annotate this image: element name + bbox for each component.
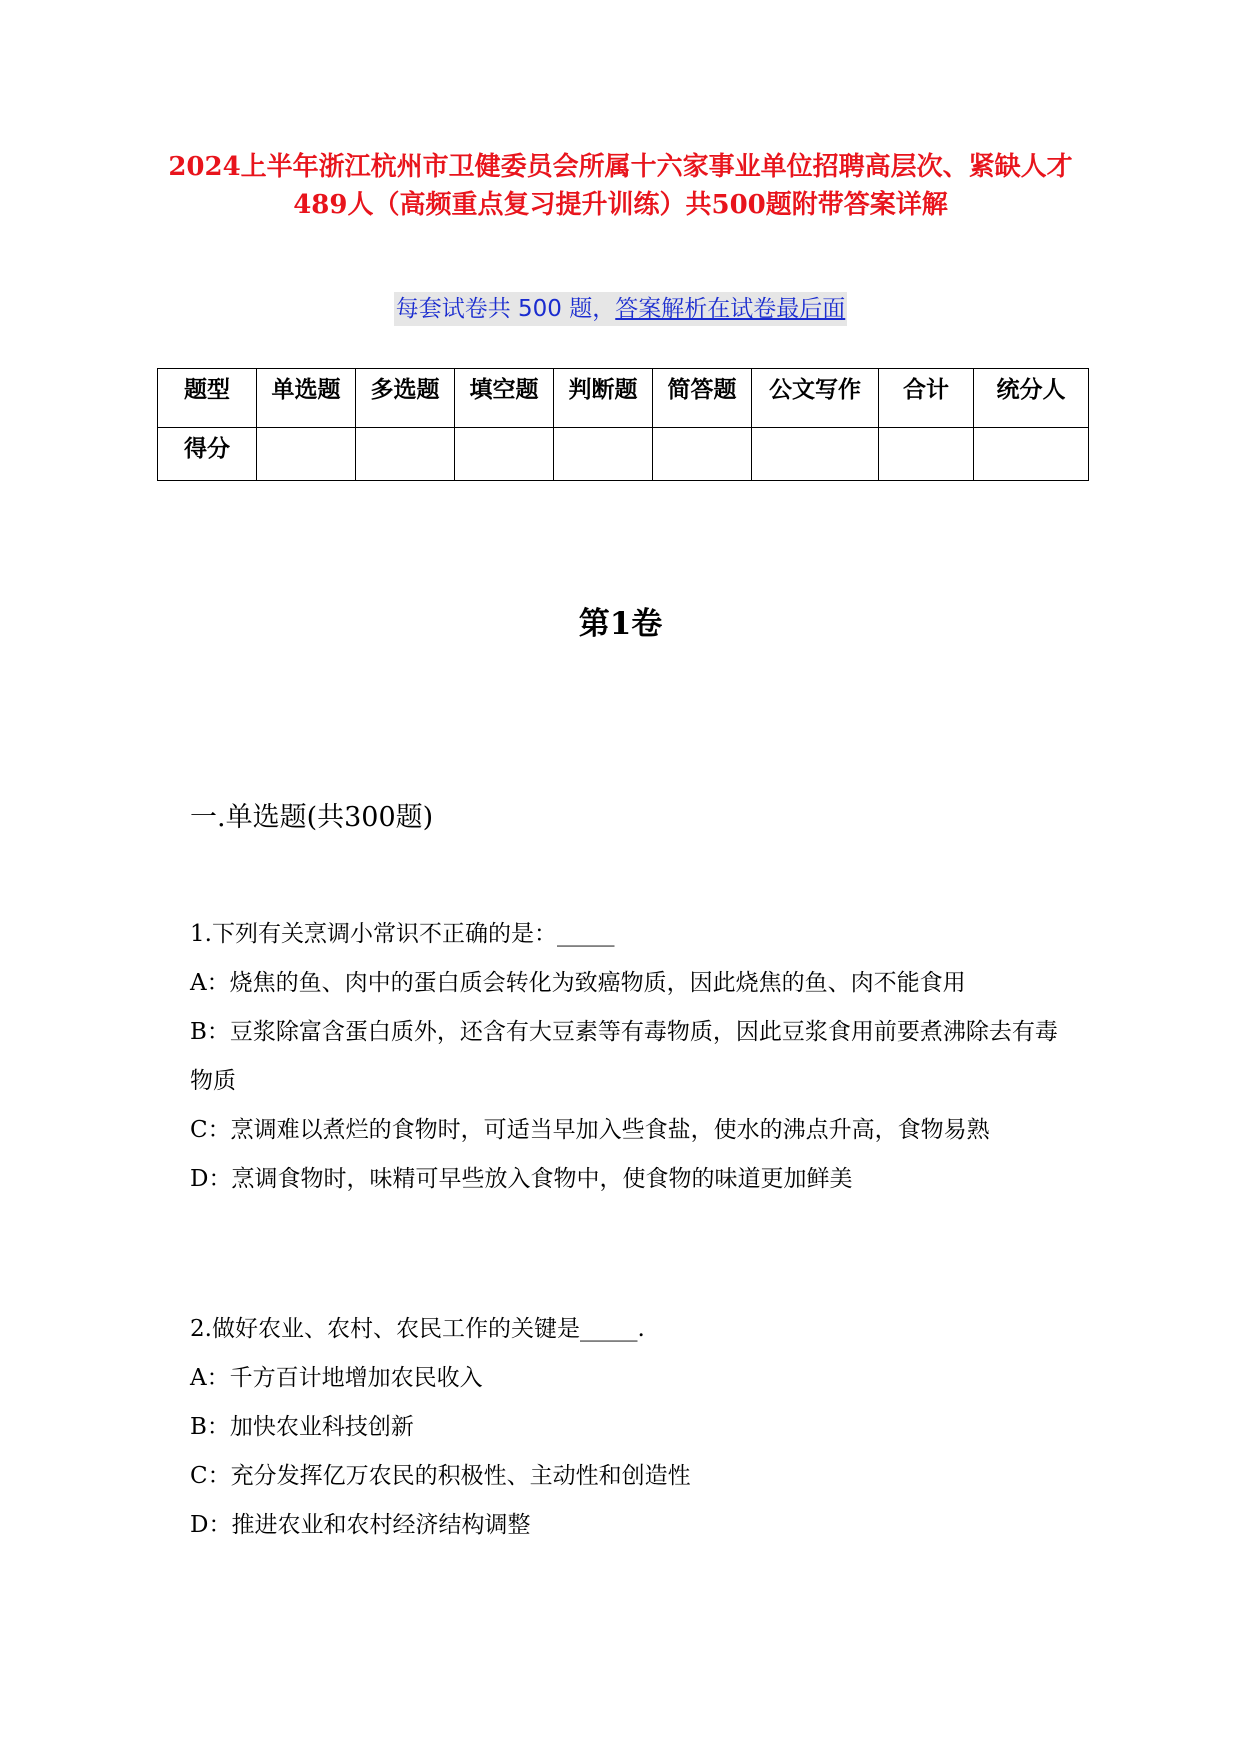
score-table xyxy=(157,368,1089,481)
row-label-cell: 得分 xyxy=(158,428,257,481)
header-cell: 多选题 xyxy=(356,369,455,428)
subtitle-part1: 每套试卷共 500 题， xyxy=(395,296,616,322)
score-cell xyxy=(554,428,653,481)
volume-title: 第1卷 xyxy=(578,606,663,642)
header-cell: 填空题 xyxy=(455,369,554,428)
subtitle-note xyxy=(394,292,848,326)
question-2 xyxy=(190,1305,1070,1550)
header-cell: 单选题 xyxy=(257,369,356,428)
option-a: A：千方百计地增加农民收入 xyxy=(190,1365,483,1391)
score-cell xyxy=(752,428,879,481)
score-cell xyxy=(257,428,356,481)
option-c: C：烹调难以煮烂的食物时，可适当早加入些食盐，使水的沸点升高，食物易熟 xyxy=(190,1117,990,1143)
score-table-score-row xyxy=(158,428,1089,481)
header-cell: 合计 xyxy=(879,369,974,428)
option-a: A：烧焦的鱼、肉中的蛋白质会转化为致癌物质，因此烧焦的鱼、肉不能食用 xyxy=(190,970,966,996)
option-b: B：豆浆除富含蛋白质外，还含有大豆素等有毒物质，因此豆浆食用前要煮沸除去有毒物质 xyxy=(190,1019,1058,1094)
header-cell: 简答题 xyxy=(653,369,752,428)
header-cell: 判断题 xyxy=(554,369,653,428)
question-1 xyxy=(190,910,1070,1204)
header-cell: 题型 xyxy=(158,369,257,428)
score-cell xyxy=(356,428,455,481)
score-table-header-row xyxy=(158,369,1089,428)
header-cell: 公文写作 xyxy=(752,369,879,428)
option-b: B：加快农业科技创新 xyxy=(190,1414,414,1440)
document-title: 2024上半年浙江杭州市卫健委员会所属十六家事业单位招聘高层次、紧缺人才489人（高频重点复习提升训练）共500题附带答案详解 xyxy=(168,152,1073,220)
section-title: 一.单选题(共300题) xyxy=(190,802,434,833)
option-d: D：推进农业和农村经济结构调整 xyxy=(190,1512,531,1538)
score-cell xyxy=(455,428,554,481)
subtitle-row xyxy=(0,292,1241,326)
option-d: D：烹调食物时，味精可早些放入食物中，使食物的味道更加鲜美 xyxy=(190,1166,853,1192)
question-stem: 1.下列有关烹调小常识不正确的是：_____ xyxy=(190,921,615,947)
option-c: C：充分发挥亿万农民的积极性、主动性和创造性 xyxy=(190,1463,691,1489)
subtitle-part2: 答案解析在试卷最后面 xyxy=(615,296,846,322)
score-cell xyxy=(879,428,974,481)
question-stem: 2.做好农业、农村、农民工作的关键是_____. xyxy=(190,1316,645,1342)
header-cell: 统分人 xyxy=(974,369,1089,428)
score-cell xyxy=(653,428,752,481)
score-cell xyxy=(974,428,1089,481)
